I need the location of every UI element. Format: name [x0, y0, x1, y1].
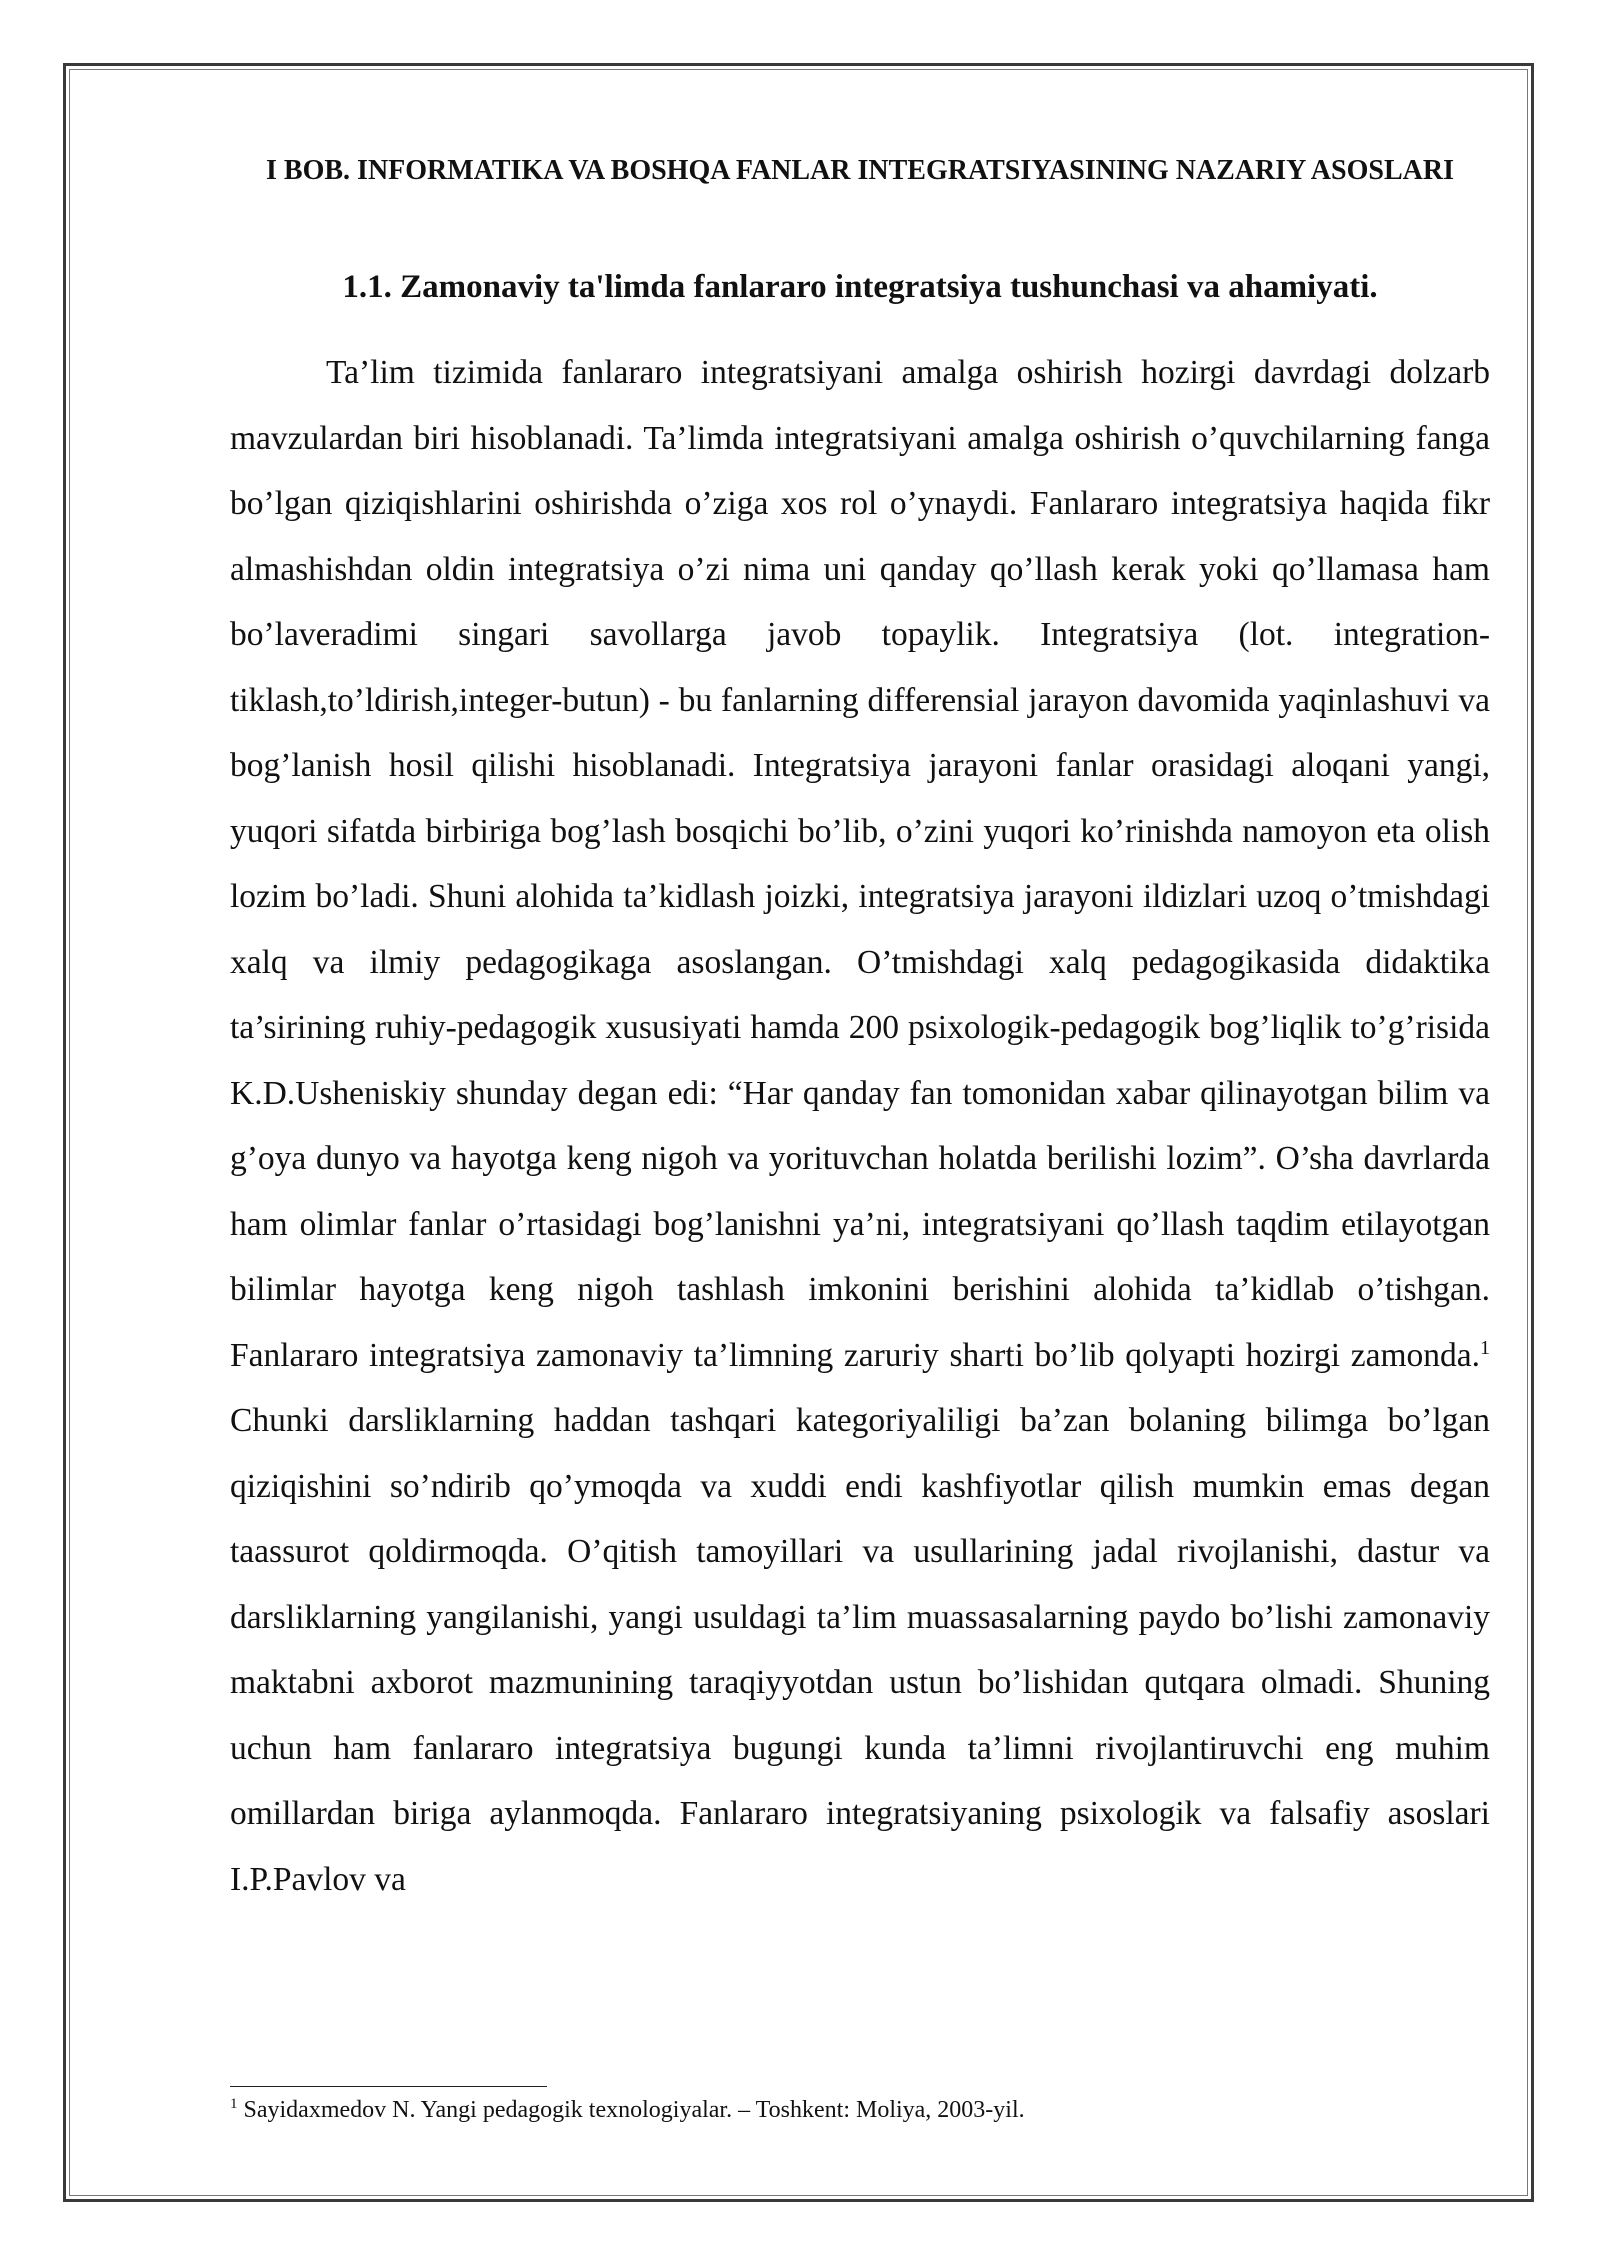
body-text-part-2: Chunki darsliklarning haddan tashqari kategoriyaliligi ba’zan bolaning bilimga bo’lgan qiziqishini so’ndirib qo’ymoqda va xuddi endi kashfiyotlar qilish mumkin emas degan taassurot qoldirmoqda. O’qitish tamoyillari va usullarining jadal rivojlanishi, dastur va darsliklarning yangilanishi, yangi usuldagi ta’lim muassasalarning paydo bo’lishi zamonaviy maktabni axborot mazmunining taraqiyyotdan ustun bo’lishidan qutqara olmadi. Shuning uchun ham fanlararo integratsiya bugungi kunda ta’limni rivojlantiruvchi eng muhim omillardan biriga aylanmoqda. Fanlararo integratsiyaning psixologik va falsafiy asoslari I.P.Pavlov va	[230, 1402, 1490, 1898]
footnote-text: Sayidaxmedov N. Yangi pedagogik texnologiyalar. – Toshkent: Moliya, 2003-yil.	[237, 2097, 1025, 2123]
footnote	[230, 2094, 1490, 2126]
footnote-marker: 1	[230, 2096, 238, 2112]
footnote-reference[interactable]: 1	[1480, 1336, 1490, 1359]
chapter-title: I BOB. INFORMATIKA VA BOSHQA FANLAR INTEGRATSIYASINING NAZARIY ASOSLARI	[266, 155, 1454, 186]
section-title: 1.1. Zamonaviy ta'limda fanlararo integratsiya tushunchasi va ahamiyati.	[342, 269, 1378, 305]
body-paragraph	[230, 340, 1490, 1912]
footnote-separator	[230, 2086, 547, 2087]
body-text-part-1: Ta’lim tizimida fanlararo integratsiyani amalga oshirish hozirgi davrdagi dolzarb mavzulardan biri hisoblanadi. Ta’limda integratsiyani amalga oshirish o’quvchilarning fanga bo’lgan qiziqishlarini oshirishda o’ziga xos rol o’ynaydi. Fanlararo integratsiya haqida fikr almashishdan oldin integratsiya o’zi nima uni qanday qo’llash kerak yoki qo’llamasa ham bo’laveradimi singari savollarga javob topaylik. Integratsiya (lot. integration-tiklash,to’ldirish,integer-butun) - bu fanlarning differensial jarayon davomida yaqinlashuvi va bog’lanish hosil qilishi hisoblanadi. Integratsiya jarayoni fanlar orasidagi aloqani yangi, yuqori sifatda birbiriga bog’lash bosqichi bo’lib, o’zini yuqori ko’rinishda namoyon eta olish lozim bo’ladi. Shuni alohida ta’kidlash joizki, integratsiya jarayoni ildizlari uzoq o’tmishdagi xalq va ilmiy pedagogikaga asoslangan. O’tmishdagi xalq pedagogikasida didaktika ta’sirining ruhiy-pedagogik xususiyati hamda 200 psixologik-pedagogik bog’liqlik to’g’risida K.D.Usheniskiy shunday degan edi: “Har qanday fan tomonidan xabar qilinayotgan bilim va g’oya dunyo va hayotga keng nigoh va yorituvchan holatda berilishi lozim”. O’sha davrlarda ham olimlar fanlar o’rtasidagi bog’lanishni ya’ni, integratsiyani qo’llash taqdim etilayotgan bilimlar hayotga keng nigoh tashlash imkonini berishini alohida ta’kidlab o’tishgan. Fanlararo integratsiya zamonaviy ta’limning zaruriy sharti bo’lib qolyapti hozirgi zamonda.	[230, 354, 1490, 1374]
